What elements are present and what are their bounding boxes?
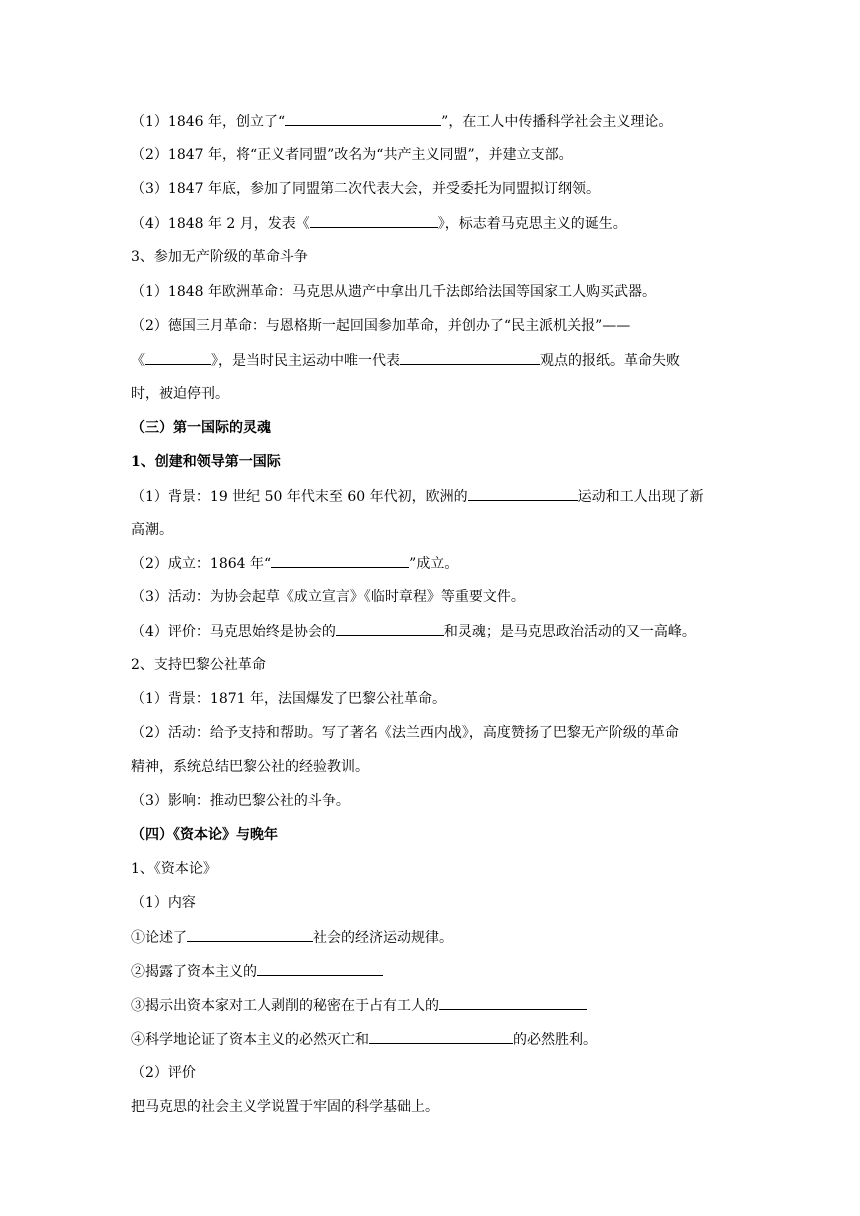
item-newspaper-line: [131, 350, 731, 371]
item-paris-activity-line: （2）活动：给予支持和帮助。写了著名《法兰西内战》，高度赞扬了巴黎无产阶级的革命: [131, 725, 679, 741]
fill-blank: [468, 486, 578, 501]
item-paris-background-line: （1）背景：1871 年，法国爆发了巴黎公社革命。: [131, 691, 446, 707]
evaluation-heading: （2）评价: [131, 1065, 196, 1081]
text-segment: ②揭露了资本主义的: [131, 964, 257, 980]
fill-blank: [257, 961, 383, 976]
text-segment: 观点的报纸。革命失败: [540, 353, 680, 369]
evaluation-text: 把马克思的社会主义学说置于牢固的科学基础上。: [131, 1099, 439, 1115]
fill-blank: [145, 350, 211, 365]
text-segment: 《: [131, 353, 145, 369]
content-item-1: [131, 927, 731, 948]
text-segment: 的必然胜利。: [513, 1032, 597, 1048]
text-segment: （2）成立：1864 年“: [131, 556, 272, 572]
fill-blank: [271, 553, 409, 568]
item-evaluation-line: [131, 621, 731, 642]
item-background-line: [131, 486, 731, 507]
text-segment: 》，是当时民主运动中唯一代表: [211, 353, 400, 369]
text-segment: ①论述了: [131, 930, 187, 946]
item-newspaper-continued: 时，被迫停刊。: [131, 386, 229, 402]
section-heading-2: 2、支持巴黎公社革命: [131, 657, 266, 673]
item-1847-end-line: （3）1847 年底，参加了同盟第二次代表大会，并受委托为同盟拟订纲领。: [131, 181, 600, 197]
text-segment: 》，标志着马克思主义的诞生。: [437, 216, 627, 232]
item-1847-line: （2）1847 年，将“正义者同盟”改名为“共产主义同盟”，并建立支部。: [131, 147, 573, 163]
text-segment: 社会的经济运动规律。: [313, 930, 453, 946]
fill-blank: [369, 1029, 513, 1044]
content-heading: （1）内容: [131, 895, 196, 911]
item-founding-line: [131, 553, 731, 574]
item-1848-europe-line: （1）1848 年欧洲革命：马克思从遗产中拿出几千法郎给法国等国家工人购买武器。: [131, 284, 656, 300]
text-segment: （1）背景：19 世纪 50 年代末至 60 年代初，欧洲的: [131, 489, 468, 505]
fill-blank: [285, 111, 441, 126]
text-segment: ”，在工人中传播科学社会主义理论。: [441, 114, 673, 130]
section-title-4: （四）《资本论》与晚年: [131, 827, 278, 843]
fill-blank: [336, 621, 444, 636]
item-paris-activity-continued: 精神，系统总结巴黎公社的经验教训。: [131, 759, 369, 775]
fill-blank: [187, 927, 313, 942]
content-item-3: [131, 995, 731, 1016]
item-1846-line: [131, 111, 731, 132]
section-heading-3: 3、参加无产阶级的革命斗争: [131, 249, 308, 265]
text-segment: ”成立。: [409, 556, 459, 572]
item-1848-line: [131, 213, 731, 234]
subsection-capital: 1、《资本论》: [131, 861, 217, 877]
content-item-2: [131, 961, 731, 982]
fill-blank: [400, 350, 540, 365]
text-segment: （1）1846 年，创立了“: [131, 114, 286, 130]
item-paris-impact-line: （3）影响：推动巴黎公社的斗争。: [131, 793, 350, 809]
item-background-continued: 高潮。: [131, 522, 173, 538]
text-segment: （4）1848 年 2 月，发表《: [131, 216, 310, 232]
item-german-revolution-line: （2）德国三月革命：与恩格斯一起回国参加革命，并创办了“民主派机关报”——: [131, 318, 631, 334]
fill-blank: [310, 213, 438, 228]
text-segment: 运动和工人出现了新: [577, 489, 704, 505]
item-activity-line: （3）活动：为协会起草《成立宣言》《临时章程》等重要文件。: [131, 589, 525, 605]
content-item-4: [131, 1029, 731, 1050]
text-segment: （4）评价：马克思始终是协会的: [131, 624, 336, 640]
subsection-title-1: 1、创建和领导第一国际: [131, 454, 281, 470]
fill-blank: [439, 995, 587, 1010]
text-segment: ④科学地论证了资本主义的必然灭亡和: [131, 1032, 369, 1048]
section-title-3: （三）第一国际的灵魂: [131, 420, 271, 436]
text-segment: ③揭示出资本家对工人剥削的秘密在于占有工人的: [131, 998, 439, 1014]
text-segment: 和灵魂；是马克思政治活动的又一高峰。: [443, 624, 696, 640]
